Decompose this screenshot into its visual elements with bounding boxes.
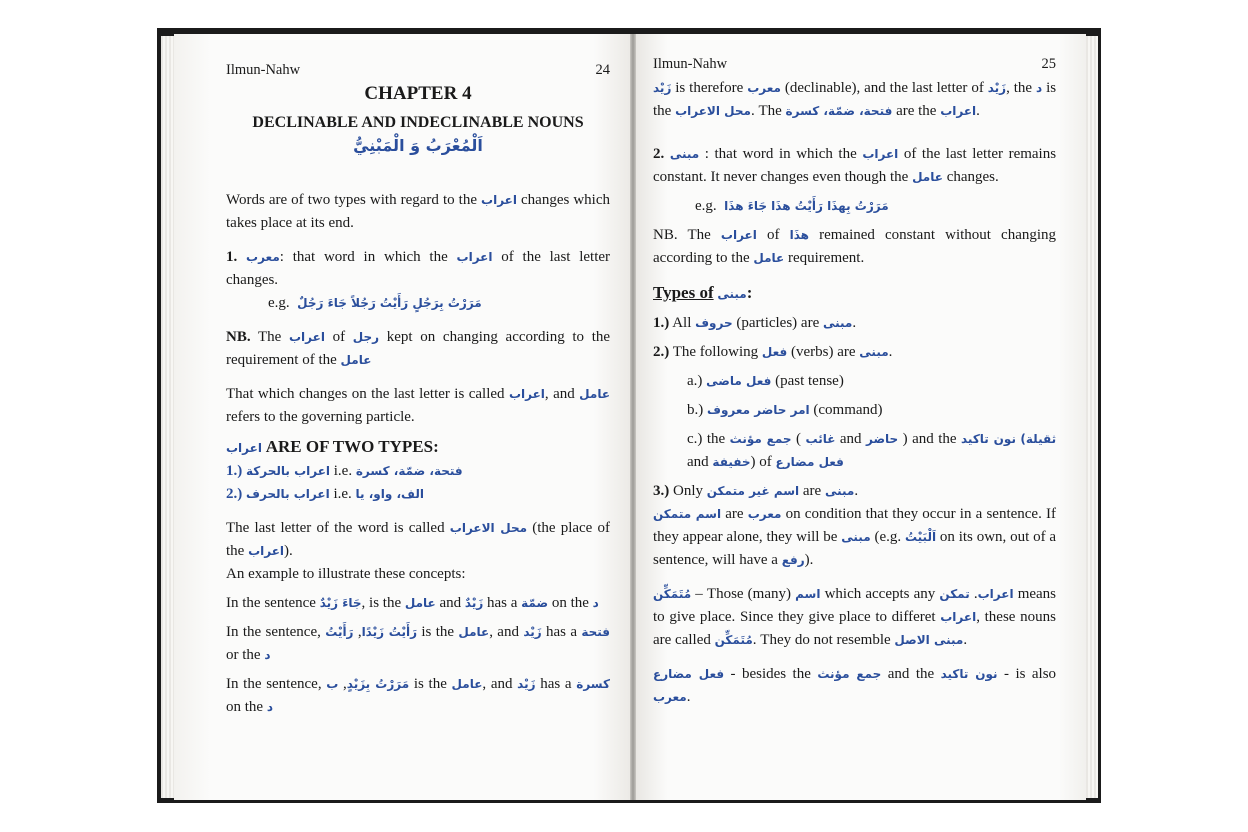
- paragraph-mutamakkin-definition: مُتَمَكِّن – Those (many) اسم which accepts any اعراب. تمكن means to give place. Since they give place to differet اعراب, these nouns are called مُتَمَكِّن. They do not resemble مبنى الاصل.: [653, 586, 1057, 648]
- example-mu-rab: e.g. مَرَرْتُ بِرَجُلٍ رَأَيْتُ رَجُلاً جَاءَ رَجُلٌ: [268, 295, 482, 311]
- running-head-title: Ilmun-Nahw: [226, 62, 301, 78]
- mabni-type-3: 3.) Only اسم غير متمكن are مبنى.: [653, 483, 859, 499]
- chapter-title: DECLINABLE AND INDECLINABLE NOUNS: [252, 114, 584, 131]
- mabni-type-1: 1.) All حروف (particles) are مبنى.: [653, 315, 857, 331]
- verb-type-a: a.) فعل ماضى (past tense): [687, 373, 844, 389]
- left-page: [174, 34, 630, 800]
- note-mu-rab: NB. The اعراب of رجل kept on changing according to the requirement of the عامل: [226, 329, 611, 368]
- verb-type-c: c.) the جمع مؤنث ( غائب and حاضر ) and the نون تاكيد (ثقيلة and خفيفة) of فعل مضارع: [687, 431, 1057, 470]
- chapter-heading: CHAPTER 4: [364, 83, 472, 104]
- type-1: 1.) اعراب بالحركة i.e. فتحة، ضمّة، كسرة: [226, 463, 463, 479]
- paragraph-fil-mudari: فعل مضارع - besides the جمع مؤنث and the نون تاكيد - is also معرب.: [653, 666, 1057, 705]
- verb-type-b: b.) امر حاضر معروف (command): [687, 402, 883, 418]
- paragraph-intro: Words are of two types with regard to the اعراب changes which takes place at its end.: [226, 192, 610, 231]
- sentence-example-3: In the sentence, مَرَرْتُ بِزَيْدٍ, ب is the عامل, and زَيْد has a كسرة on the د: [226, 676, 610, 715]
- note-mabni: NB. The اعراب of هذَا remained constant without changing according to the عامل requirement.: [653, 227, 1057, 266]
- page-number: 25: [1041, 56, 1056, 72]
- paragraph-called: That which changes on the last letter is called اعراب, and عامل refers to the governing particle.: [226, 386, 611, 425]
- left-running-head: [226, 62, 610, 79]
- page-number: 24: [595, 62, 610, 78]
- definition-mabni: 2. مبنى : that word in which the اعراب of the last letter remains constant. It never changes even though the عامل changes.: [653, 146, 1057, 185]
- running-head-title: Ilmun-Nahw: [653, 56, 728, 72]
- definition-mu-rab: 1. معرب: that word in which the اعراب of the last letter changes.: [226, 249, 611, 288]
- page-edges-left: [161, 36, 175, 798]
- example-mabni: e.g. مَرَرْتُ بِهذَا رَأَيْتُ هذَا جَاءَ هذَا: [695, 198, 889, 214]
- sentence-example-2: In the sentence, رَأَيْتُ زَيْدًا, رَأَيْتُ is the عامل, and زَيْد has a فتحة or the د: [226, 624, 611, 663]
- sentence-example-1: In the sentence جَاءَ زَيْدٌ, is the عامل and زَيْدٌ has a ضمّة on the د: [226, 595, 599, 611]
- paragraph-zayd-declinable: زَيْد is therefore معرب (declinable), and the last letter of زَيْد, the د is the محل الاعراب. The فتحة، ضمّة، كسرة are the اعراب.: [653, 80, 1057, 119]
- paragraph-last-letter: The last letter of the word is called محل الاعراب (the place of the اعراب).: [226, 520, 610, 559]
- right-running-head: [653, 56, 1056, 73]
- type-2: 2.) اعراب بالحرف i.e. الف، واو، يا: [226, 486, 424, 502]
- mabni-type-2: 2.) The following فعل (verbs) are مبنى.: [653, 344, 893, 360]
- types-heading: اعراب ARE OF TWO TYPES:: [226, 437, 439, 456]
- right-page: [636, 34, 1086, 800]
- paragraph-example-intro: An example to illustrate these concepts:: [226, 566, 466, 582]
- types-of-mabni-heading: Types of مبنى:: [653, 283, 753, 302]
- arabic-title: اَلْمُعْرَبُ وَ الْمَبْنِيُّ: [353, 136, 483, 155]
- paragraph-ism-mutamakkin: اسم متمكن are معرب on condition that they occur in a sentence. If they appear alone, they will be مبنى (e.g. اَلْبَيْتُ on its own, out of a sentence, will have a رفع).: [653, 506, 1057, 568]
- page-edges-right: [1084, 36, 1098, 798]
